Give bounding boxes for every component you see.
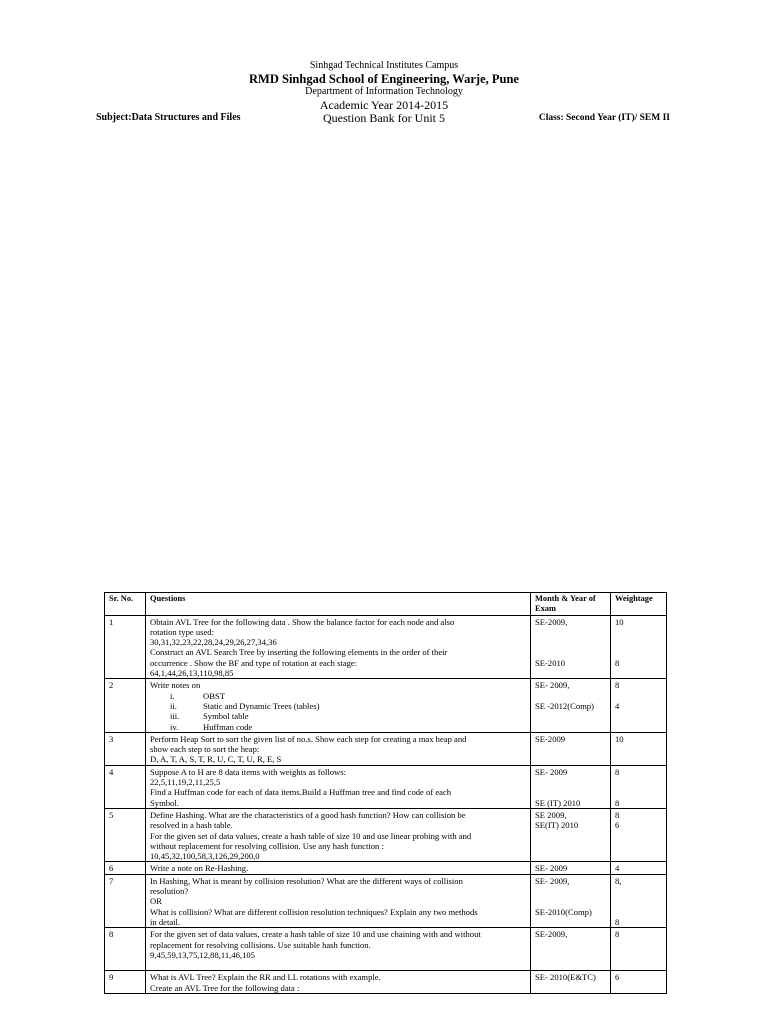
table-row: [105, 615, 667, 679]
weightage-line: [615, 637, 663, 647]
question-line: What is collision? What are different collision resolution techniques? Explain any two methods: [150, 906, 478, 917]
exam-line: [535, 754, 607, 764]
weightage-line: [615, 754, 663, 764]
campus-name: Sinhgad Technical Institutes Campus: [309, 60, 459, 71]
weightage-line: [615, 711, 663, 721]
weightage-line: [615, 851, 663, 861]
weightage-line: [615, 691, 663, 701]
question-line: 9,45,59,13,75,12,88,11,46,105: [150, 949, 255, 960]
exam-line: [535, 777, 607, 787]
weightage-line: [615, 668, 663, 678]
exam-line: [535, 787, 607, 797]
weightage-cell: [611, 971, 667, 994]
question-line: rotation type used:: [150, 626, 214, 637]
exam-line: [535, 886, 607, 896]
exam-line: SE 2009,: [535, 809, 567, 820]
exam-cell: [531, 928, 611, 971]
table-row: [105, 732, 667, 765]
exam-line: [535, 950, 607, 960]
exam-cell: [531, 765, 611, 808]
exam-line: SE(IT) 2010: [535, 820, 579, 831]
weightage-line: [615, 983, 663, 993]
question-cell: [146, 928, 531, 971]
header-sr-no: Sr. No.: [105, 593, 146, 616]
question-line: Obtain AVL Tree for the following data . Show the balance factor for each node and also: [150, 616, 455, 627]
exam-line: SE- 2009: [535, 863, 568, 874]
exam-line: SE-2010: [535, 657, 566, 668]
question-cell: [146, 679, 531, 732]
weightage-line: [615, 722, 663, 732]
exam-cell: [531, 732, 611, 765]
question-line: Write notes on: [150, 680, 201, 691]
sr-no-cell: 6: [105, 862, 146, 874]
list-item-text: Static and Dynamic Trees (tables): [203, 700, 320, 711]
table-row: [105, 765, 667, 808]
weightage-line: [615, 841, 663, 851]
exam-line: [535, 691, 607, 701]
weightage-line: [615, 777, 663, 787]
weightage-line: 4: [615, 700, 620, 711]
question-line: show each step to sort the heap:: [150, 744, 260, 755]
sr-no-cell: 2: [105, 679, 146, 732]
exam-line: SE-2010(Comp): [535, 906, 592, 917]
question-line: 64,1,44,26,13,110,98,85: [150, 668, 234, 679]
question-line: D, A, T, A, S, T, R, U, C, T, U, R, E, S: [150, 754, 282, 765]
list-item-number: i.: [170, 690, 175, 701]
sr-no-cell: 8: [105, 928, 146, 971]
table-row: [105, 971, 667, 994]
table-row: [105, 808, 667, 861]
question-line: Create an AVL Tree for the following data :: [150, 982, 300, 993]
table-row: [105, 928, 667, 971]
question-line: OR: [150, 896, 162, 907]
weightage-cell: [611, 808, 667, 861]
question-line: without replacement for resolving collision. Use any hash function :: [150, 840, 384, 851]
list-item-text: Huffman code: [203, 721, 253, 732]
weightage-line: [615, 787, 663, 797]
weightage-cell: [611, 615, 667, 679]
weightage-line: 10: [615, 616, 624, 627]
exam-line: SE (IT) 2010: [535, 797, 581, 808]
weightage-line: 8: [615, 916, 620, 927]
question-line: In Hashing, What is meant by collision resolution? What are the different ways of collision: [150, 875, 463, 886]
exam-line: [535, 831, 607, 841]
sr-no-cell: 1: [105, 615, 146, 679]
weightage-line: [615, 960, 663, 970]
sr-no-cell: 3: [105, 732, 146, 765]
table-row: [105, 679, 667, 732]
question-cell: [146, 971, 531, 994]
weightage-line: 10: [615, 733, 624, 744]
weightage-line: [615, 950, 663, 960]
question-line: What is AVL Tree? Explain the RR and LL rotations with example.: [150, 972, 381, 983]
list-item-text: Symbol table: [203, 711, 249, 722]
question-cell: [146, 615, 531, 679]
exam-line: SE- 2009,: [535, 875, 570, 886]
question-cell: [146, 732, 531, 765]
weightage-line: 6: [615, 820, 620, 831]
question-table-body: [105, 615, 667, 993]
exam-cell: [531, 874, 611, 927]
weightage-cell: [611, 765, 667, 808]
question-cell: [146, 862, 531, 874]
question-line: Perform Heap Sort to sort the given list of no.s. Show each step for creating a max heap and: [150, 733, 467, 744]
exam-line: [535, 917, 607, 927]
sr-no-cell: 4: [105, 765, 146, 808]
weightage-line: 8: [615, 766, 620, 777]
weightage-line: 8: [615, 680, 620, 691]
weightage-line: [615, 744, 663, 754]
question-bank-title: Question Bank for Unit 5: [323, 111, 445, 125]
exam-line: [535, 851, 607, 861]
question-table: [104, 592, 667, 994]
weightage-cell: [611, 679, 667, 732]
subject-row: [96, 112, 672, 126]
list-item-number: iii.: [170, 711, 180, 722]
weightage-line: [615, 831, 663, 841]
weightage-line: 8: [615, 657, 620, 668]
exam-cell: [531, 971, 611, 994]
weightage-line: [615, 627, 663, 637]
exam-cell: [531, 862, 611, 874]
weightage-line: 6: [615, 972, 620, 983]
question-line: [150, 960, 527, 970]
question-line: replacement for resolving collisions. Use suitable hash function.: [150, 939, 371, 950]
question-line: 30,31,32,23,22,28,24,29,26,27,34,36: [150, 637, 277, 648]
exam-line: SE- 2009,: [535, 680, 570, 691]
weightage-line: 8,: [615, 875, 622, 886]
exam-line: SE-2009: [535, 733, 566, 744]
academic-year: Academic Year 2014-2015: [319, 98, 449, 112]
exam-line: [535, 711, 607, 721]
question-cell: [146, 765, 531, 808]
exam-line: [535, 983, 607, 993]
exam-cell: [531, 679, 611, 732]
exam-line: [535, 841, 607, 851]
table-header-row: [105, 593, 667, 616]
question-line: resolution?: [150, 886, 189, 897]
header-questions: Questions: [146, 593, 531, 616]
subject: [96, 112, 241, 123]
notes-list-item: [150, 722, 527, 732]
exam-line: [535, 744, 607, 754]
question-line: Write a note on Re-Hashing.: [150, 863, 249, 874]
exam-line: [535, 627, 607, 637]
weightage-line: 8: [615, 809, 620, 820]
question-line: Symbol.: [150, 797, 179, 808]
weightage-line: [615, 907, 663, 917]
question-line: in detail.: [150, 916, 181, 927]
question-line: 10,45,32,100,58,3,126,29,200,0: [150, 851, 260, 862]
department-name: Department of Information Technology: [305, 86, 463, 97]
exam-line: [535, 896, 607, 906]
weightage-cell: [611, 732, 667, 765]
weightage-line: [615, 886, 663, 896]
exam-cell: [531, 615, 611, 679]
list-item-number: iv.: [170, 721, 179, 732]
header-month-year: Month & Year of Exam: [531, 593, 611, 616]
question-cell: [146, 874, 531, 927]
question-line: Find a Huffman code for each of data items.Build a Huffman tree and find code of each: [150, 787, 452, 798]
exam-cell: [531, 808, 611, 861]
weightage-line: 8: [615, 797, 620, 808]
document-header: [0, 60, 768, 112]
question-line: Suppose A to H are 8 data items with weights as follows:: [150, 766, 346, 777]
sr-no-cell: 5: [105, 808, 146, 861]
exam-line: [535, 668, 607, 678]
weightage-line: 8: [615, 929, 620, 940]
exam-line: [535, 637, 607, 647]
weightage-line: [615, 647, 663, 657]
sr-no-cell: 9: [105, 971, 146, 994]
question-line: resolved in a hash table.: [150, 820, 233, 831]
question-line: Construct an AVL Search Tree by inserting the following elements in the order of their: [150, 647, 448, 658]
exam-line: SE- 2010(E&TC): [535, 972, 596, 983]
exam-line: [535, 722, 607, 732]
exam-line: SE -2012(Comp): [535, 700, 594, 711]
list-item-number: ii.: [170, 700, 177, 711]
college-name: RMD Sinhgad School of Engineering, Warje, Pune: [249, 72, 519, 86]
question-line: For the given set of data values, create a hash table of size 10 and use linear probing with and: [150, 830, 472, 841]
table-row: [105, 862, 667, 874]
exam-line: SE- 2009: [535, 766, 568, 777]
header-weightage: Weightage: [611, 593, 667, 616]
exam-line: [535, 940, 607, 950]
class-info: Class: Second Year (IT)/ SEM II: [538, 113, 670, 123]
sr-no-cell: 7: [105, 874, 146, 927]
weightage-cell: [611, 874, 667, 927]
table-row: [105, 874, 667, 927]
question-line: Define Hashing. What are the characteristics of a good hash function? How can collision be: [150, 809, 466, 820]
exam-line: SE-2009,: [535, 929, 568, 940]
question-line: For the given set of data values, create a hash table of size 10 and use chaining with and without: [150, 929, 481, 940]
list-item-text: OBST: [203, 690, 225, 701]
question-cell: [146, 808, 531, 861]
question-line: 22,5,11,19,2,11,25,5: [150, 777, 221, 788]
weightage-line: 4: [615, 863, 620, 874]
exam-line: SE-2009,: [535, 616, 568, 627]
subject-value: Data Structures and Files: [131, 112, 241, 123]
exam-line: [535, 647, 607, 657]
weightage-cell: [611, 928, 667, 971]
weightage-cell: [611, 862, 667, 874]
weightage-line: [615, 896, 663, 906]
subject-label: Subject:: [96, 112, 132, 123]
weightage-line: [615, 940, 663, 950]
question-line: occurrence . Show the BF and type of rotation at each stage:: [150, 657, 358, 668]
notes-list-item: [150, 701, 527, 711]
notes-list-item: [150, 691, 527, 701]
exam-line: [535, 960, 607, 970]
notes-list-item: [150, 711, 527, 721]
